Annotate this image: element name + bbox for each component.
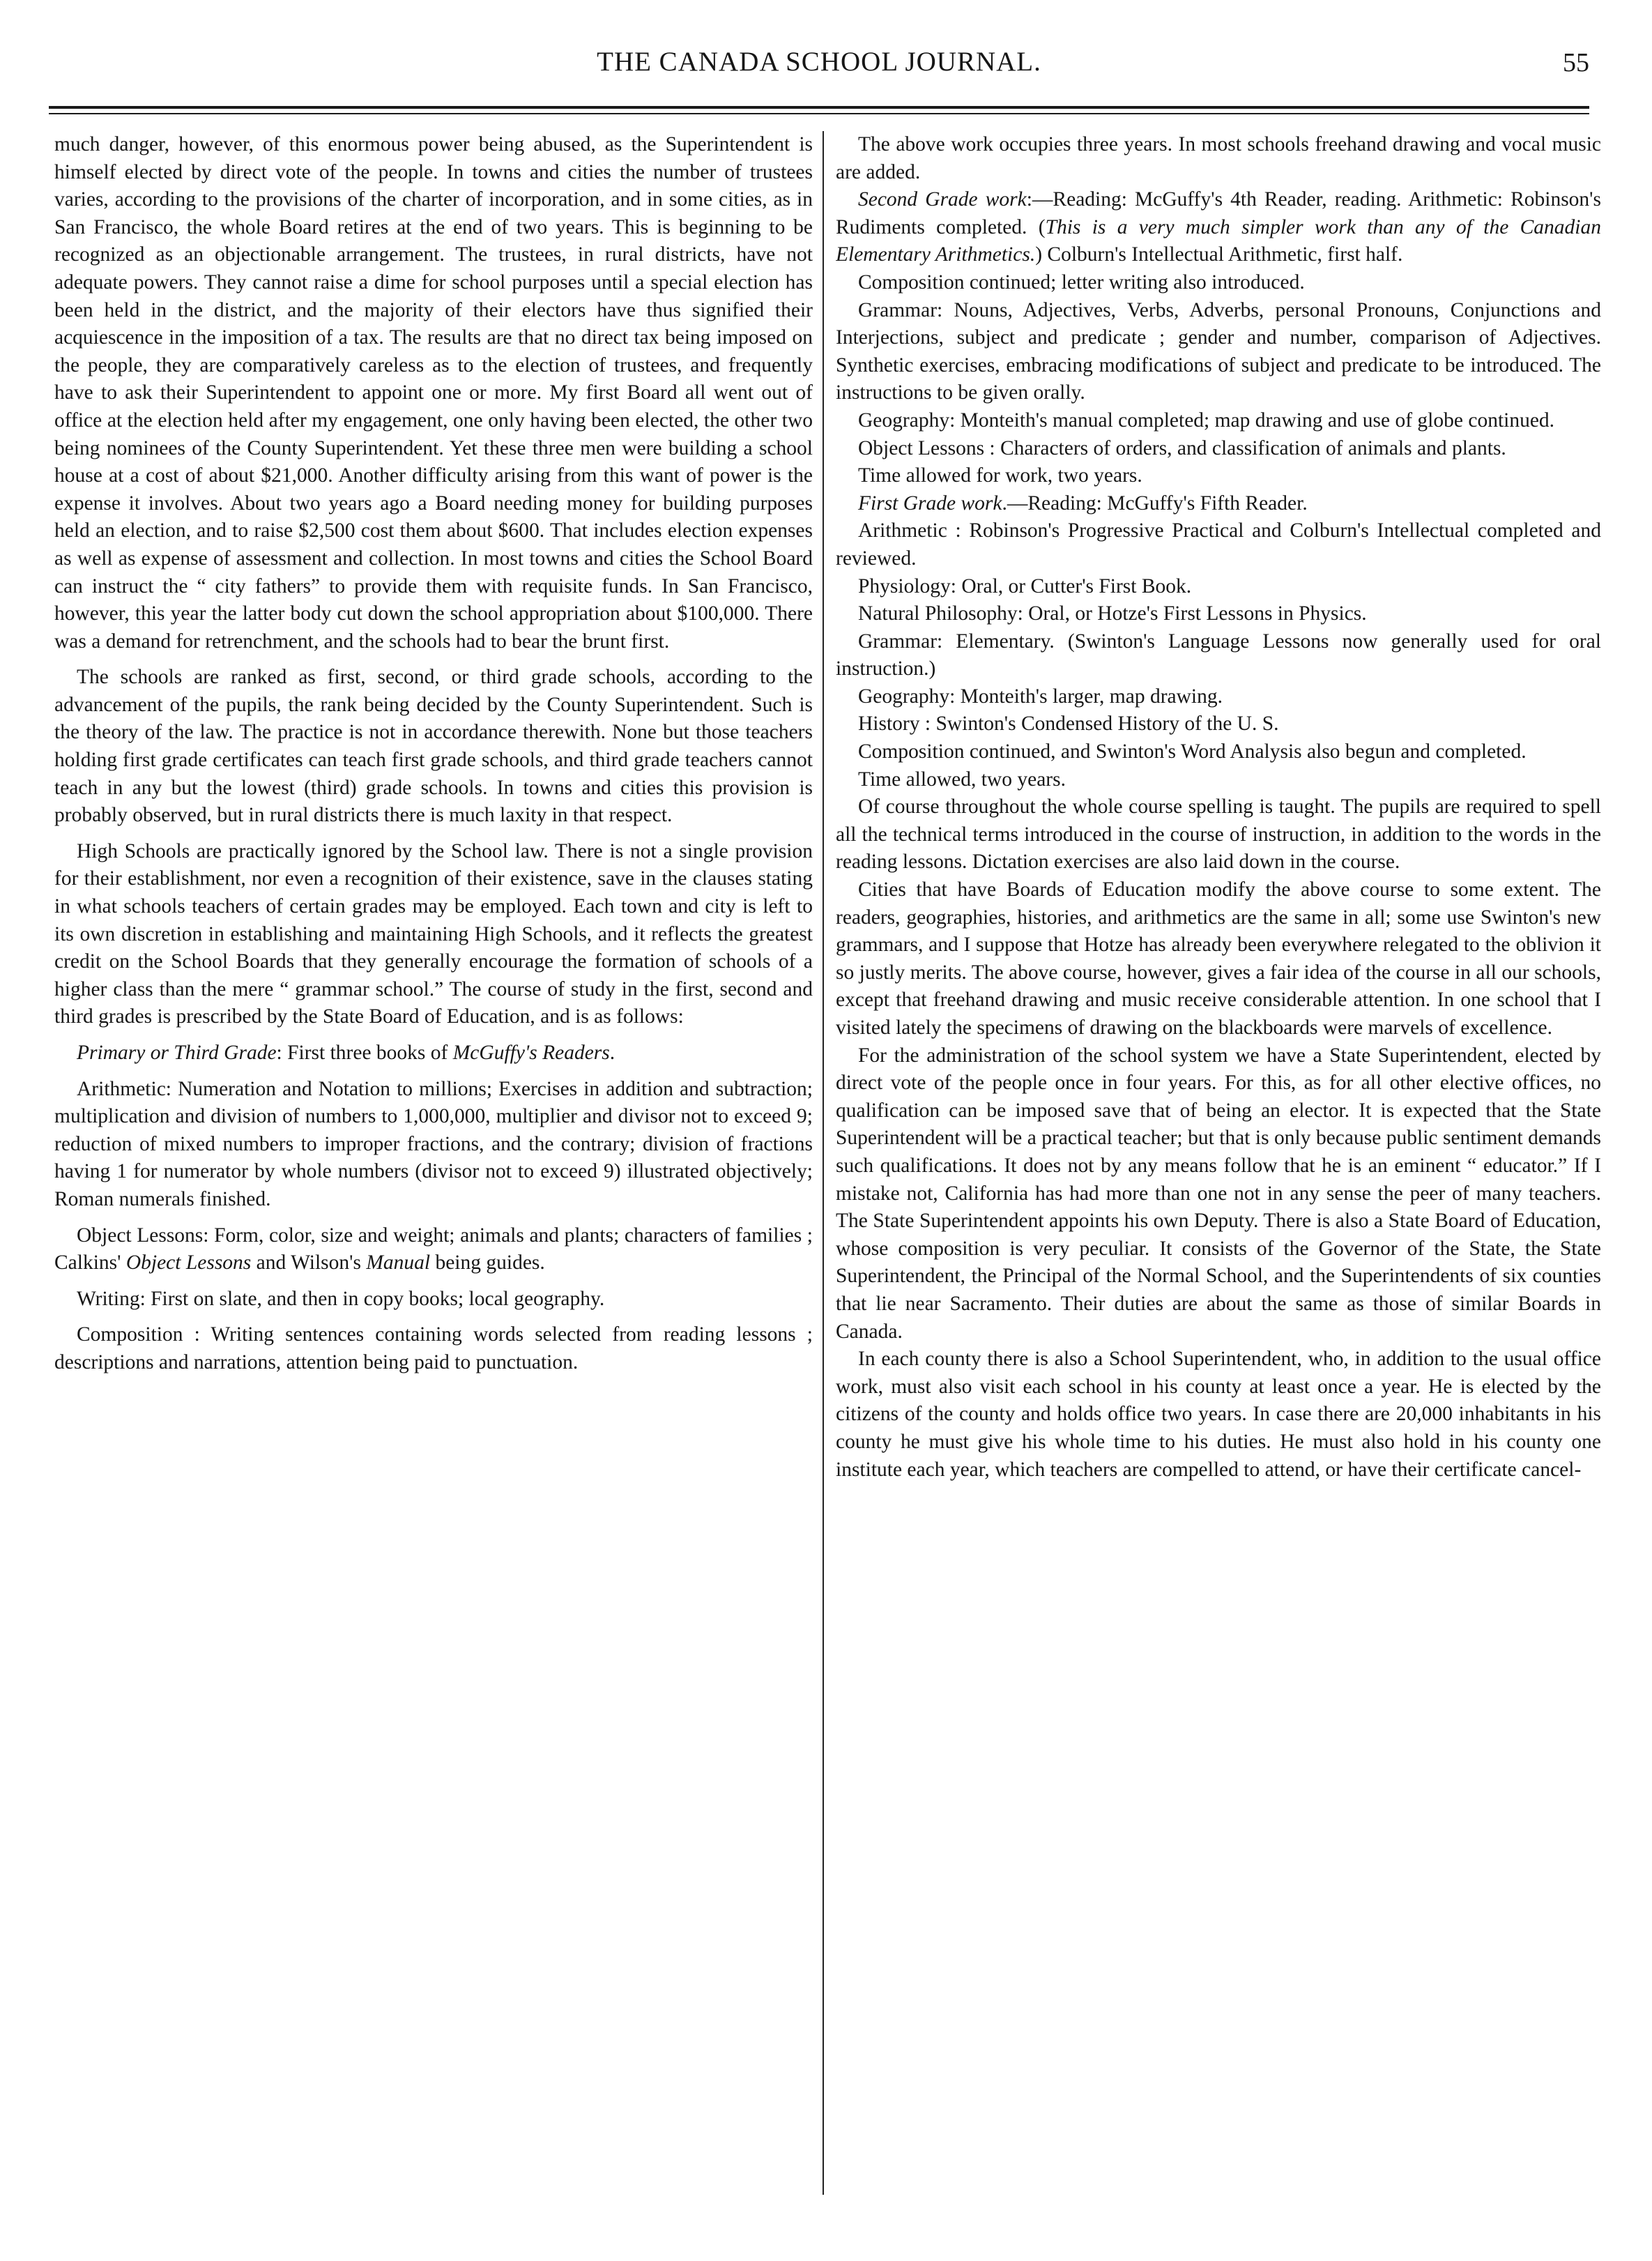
left-column	[54, 131, 813, 2195]
paragraph: The above work occupies three years. In most schools freehand drawing and vocal music are added.	[836, 133, 1601, 183]
paragraph: Grammar: Elementary. (Swinton's Language Lessons now generally used for oral instruction.)	[836, 630, 1601, 680]
page-header	[49, 42, 1589, 91]
paragraph: Primary or Third Grade: First three books of McGuffy's Readers.	[77, 1042, 615, 1064]
paragraph: Time allowed for work, two years.	[858, 464, 1142, 487]
paragraph: Composition : Writing sentences containing words selected from reading lessons ; descriptions and narrations, attention being paid to punctuation.	[54, 1323, 813, 1373]
paragraph: much danger, however, of this enormous power being abused, as the Superintendent is himself elected by direct vote of the people. In towns and cities the number of trustees varies, according to the provisions of the charter of incorporation, and in some cities, as in San Francisco, the whole Board retires at the end of two years. This is beginning to be recognized as an objectionable arrangement. The trustees, in rural districts, have not adequate powers. They cannot raise a dime for school purposes until a special election has been held in the district, and the majority of their electors have thus signified their acquiescence in the imposition of a tax. The results are that no direct tax being imposed on the people, they are comparatively careless as to the election of trustees, and frequently have to ask their Superintendent to appoint one or more. My first Board all went out of office at the election held after my engagement, one only having been elected, the other two being nominees of the County Superintendent. Yet these three men were building a school house at a cost of about $21,000. Another difficulty arising from this want of power is the expense it involves. About two years ago a Board needing money for building purposes held an election, and to raise $2,500 cost them about $600. That includes election expenses as well as expense of assessment and collection. In most towns and cities the School Board can instruct the “ city fathers” to provide them with requisite funds. In San Francisco, however, this year the latter body cut down the school appropriation about $100,000. There was a demand for retrenchment, and the schools had to bear the brunt first.	[54, 133, 813, 653]
paragraph: Of course throughout the whole course spelling is taught. The pupils are required to spell all the technical terms introduced in the course of instruction, in addition to the words in the reading lessons. Dictation exercises are also laid down in the course.	[836, 795, 1601, 874]
paragraph: Arithmetic: Numeration and Notation to millions; Exercises in addition and subtraction; multiplication and division of numbers to 1,000,000, multiplier and divisor not to exceed 9; reduction of mixed numbers to improper fractions, and the contrary; division of fractions having 1 for numerator by whole numbers (divisor not to exceed 9) illustrated objectively; Roman numerals finished.	[54, 1077, 813, 1210]
paragraph: Second Grade work:—Reading: McGuffy's 4th Reader, reading. Arithmetic: Robinson's Rudiments completed. (This is a very much simpler work than any of the Canadian Elementary Arithmetics.) Colburn's Intellectual Arithmetic, first half.	[836, 188, 1601, 266]
page-number: 55	[1563, 48, 1589, 77]
paragraph: Time allowed, two years.	[858, 768, 1066, 791]
paragraph: Object Lessons: Form, color, size and weight; animals and plants; characters of families ; Calkins' Object Lessons and Wilson's Manual being guides.	[54, 1224, 813, 1274]
paragraph: Natural Philosophy: Oral, or Hotze's First Lessons in Physics.	[858, 602, 1367, 625]
header-rule-thin	[49, 113, 1589, 114]
paragraph: Object Lessons : Characters of orders, and classification of animals and plants.	[858, 436, 1506, 459]
paragraph: History : Swinton's Condensed History of the U. S.	[858, 713, 1279, 736]
paragraph: For the administration of the school system we have a State Superintendent, elected by direct vote of the people once in four years. For this, as for all other elective offices, no qualification can be imposed save that of being an elector. It is expected that the State Superintendent will be a practical teacher; but that is only because public sentiment demands such qualifications. It does not by any means follow that he is an eminent “ educator.” If I mistake not, California has had more than one not in any sense the peer of many teachers. The State Superintendent appoints his own Deputy. There is also a State Board of Education, whose composition is very peculiar. It consists of the Governor of the State, the State Superintendent, the Principal of the Normal School, and the Superintendents of six counties that lie near Sacramento. Their duties are about the same as those of similar Boards in Canada.	[836, 1044, 1601, 1343]
paragraph: Composition continued, and Swinton's Word Analysis also begun and completed.	[858, 740, 1527, 763]
right-column	[836, 131, 1601, 2195]
paragraph: In each county there is also a School Superintendent, who, in addition to the usual office work, must also visit each school in his county at least once a year. He is elected by the citizens of the county and holds office two years. In case there are 20,000 inhabitants in his county he must give his whole time to his duties. He must also hold in his county one institute each year, which teachers are compelled to attend, or have their certificate cancel-	[836, 1348, 1601, 1481]
paragraph: Physiology: Oral, or Cutter's First Book.	[858, 574, 1192, 597]
paragraph: First Grade work.—Reading: McGuffy's Fifth Reader.	[858, 492, 1308, 515]
paragraph: Writing: First on slate, and then in copy books; local geography.	[77, 1287, 605, 1310]
paragraph: Cities that have Boards of Education modify the above course to some extent. The readers, geographies, histories, and arithmetics are the same in all; some use Swinton's new grammars, and I suppose that Hotze has already been everywhere relegated to the oblivion it so justly merits. The above course, however, gives a fair idea of the course in all our schools, except that freehand drawing and music receive considerable attention. In one school that I visited lately the specimens of drawing on the blackboards were marvels of excellence.	[836, 878, 1601, 1039]
paragraph: Arithmetic : Robinson's Progressive Practical and Colburn's Intellectual completed and reviewed.	[836, 519, 1601, 570]
header-rule	[49, 106, 1589, 109]
paragraph: Composition continued; letter writing also introduced.	[858, 271, 1305, 294]
paragraph: Geography: Monteith's larger, map drawing.	[858, 685, 1223, 708]
paragraph: The schools are ranked as first, second, or third grade schools, according to the advancement of the pupils, the rank being decided by the County Superintendent. Such is the theory of the law. The practice is not in accordance therewith. None but those teachers holding first grade certificates can teach first grade schools, and third grade teachers cannot teach in any but the lowest (third) grade schools. In towns and cities this provision is probably observed, but in rural districts there is much laxity in that respect.	[54, 666, 813, 827]
journal-title: THE CANADA SCHOOL JOURNAL.	[597, 47, 1041, 77]
paragraph: Grammar: Nouns, Adjectives, Verbs, Adverbs, personal Pronouns, Conjunctions and Interjections, subject and predicate ; gender and number, comparison of Adjectives. Synthetic exercises, embracing modifications of subject and predicate to be introduced. The instructions to be given orally.	[836, 298, 1601, 404]
paragraph: High Schools are practically ignored by the School law. There is not a single provision for their establishment, nor even a recognition of their existence, save in the clauses stating in what schools teachers of certain grades may be employed. Each town and city is left to its own discretion in establishing and maintaining High Schools, and it reflects the greatest credit on the School Boards that they generally encourage the formation of schools of a higher class than the mere “ grammar school.” The course of study in the first, second and third grades is prescribed by the State Board of Education, and is as follows:	[54, 839, 813, 1028]
column-divider	[823, 131, 824, 2195]
paragraph: Geography: Monteith's manual completed; map drawing and use of globe continued.	[858, 409, 1555, 432]
